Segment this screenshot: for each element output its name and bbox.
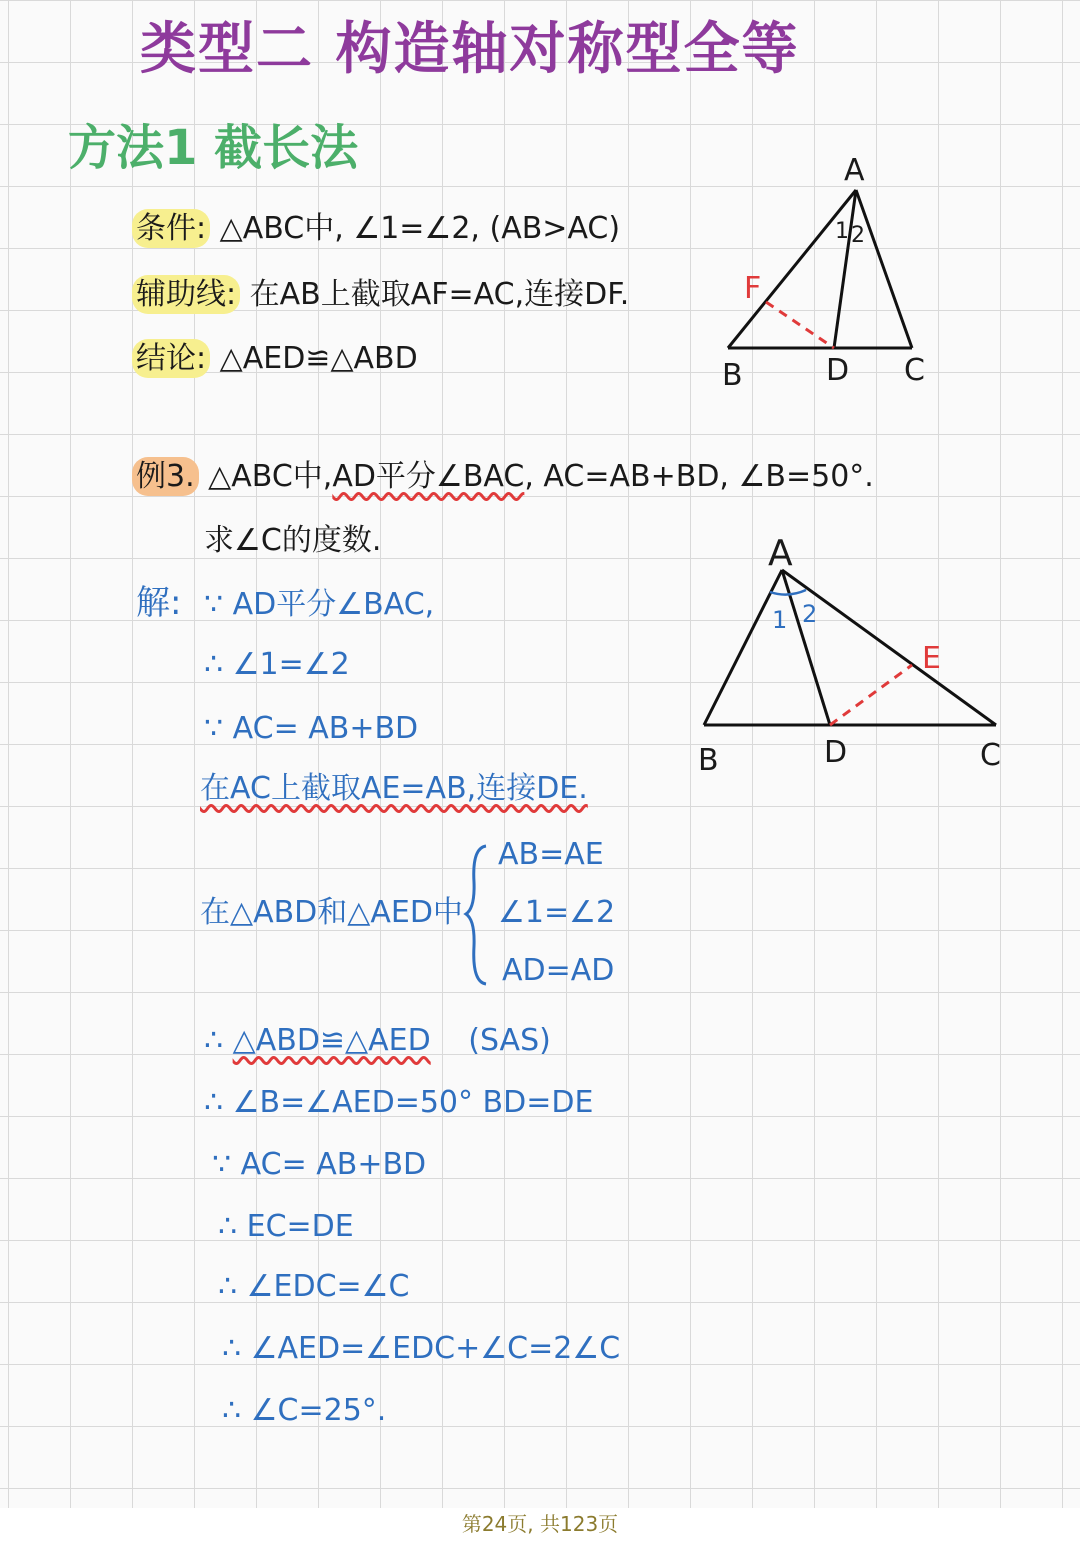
solution-line-4: 在AC上截取AE=AB,连接DE.	[200, 771, 588, 806]
system-eq-2: ∠1=∠2	[498, 895, 616, 930]
example-text-2: , AC=AB+BD, ∠B=50°.	[524, 459, 874, 494]
label-c: C	[904, 353, 925, 388]
aux-text: 在AB上截取AF=AC,连接DF.	[249, 277, 630, 312]
solution-line-2: ∴ ∠1=∠2	[204, 647, 350, 682]
dashed-de	[830, 665, 912, 725]
page-title: 类型二 构造轴对称型全等	[140, 17, 800, 82]
dashed-fd	[766, 302, 834, 348]
congruence-reason: (SAS)	[468, 1023, 551, 1058]
solution-line-3: ∵ AC= AB+BD	[204, 711, 419, 746]
conclusion-line	[132, 341, 418, 376]
triangle-diagram-1	[700, 140, 960, 400]
step-1: ∴ ∠B=∠AED=50° BD=DE	[204, 1085, 594, 1120]
label-d: D	[824, 735, 848, 770]
system-intro: 在△ABD和△AED中	[200, 895, 463, 930]
condition-text: △ABC中, ∠1=∠2, (AB>AC)	[219, 211, 621, 246]
system-eq-1: AB=AE	[498, 837, 604, 872]
solution-line-1: ∵ AD平分∠BAC,	[204, 587, 435, 622]
system-eq-3: AD=AD	[502, 953, 615, 988]
step-5: ∴ ∠AED=∠EDC+∠C=2∠C	[222, 1331, 621, 1366]
label-a: A	[768, 533, 793, 574]
step-4: ∴ ∠EDC=∠C	[218, 1269, 410, 1304]
condition-line	[132, 211, 621, 246]
side-ac	[782, 570, 996, 725]
system-brace	[462, 842, 492, 988]
label-c: C	[980, 738, 1001, 773]
label-b: B	[698, 743, 719, 778]
example-text-1: △ABC中,	[208, 459, 333, 494]
page-number: 第24页, 共123页	[461, 1512, 619, 1536]
angle-1-label: 1	[835, 219, 849, 244]
triangle-diagram-2	[690, 520, 1020, 780]
method-heading: 方法1 截长法	[68, 120, 359, 176]
angle-2-label: 2	[851, 223, 865, 248]
congruence-prefix: ∴	[204, 1023, 224, 1058]
label-a: A	[844, 153, 865, 188]
auxiliary-line	[132, 277, 630, 312]
congruence-line	[204, 1023, 551, 1058]
side-ac	[856, 190, 912, 348]
example-label: 例3.	[132, 457, 199, 496]
angle-1-label: 1	[772, 606, 788, 634]
solution-label: 解:	[136, 583, 182, 623]
condition-label: 条件:	[132, 209, 210, 248]
conclusion-label: 结论:	[132, 339, 210, 378]
example-text-wavy: AD平分∠BAC	[332, 459, 525, 494]
example-question: 求∠C的度数.	[204, 523, 382, 558]
example-statement	[132, 459, 874, 494]
angle-2-label: 2	[802, 600, 818, 628]
label-d: D	[826, 353, 850, 388]
conclusion-text: △AED≌△ABD	[219, 341, 418, 376]
aux-label: 辅助线:	[132, 275, 240, 314]
step-3: ∴ EC=DE	[218, 1209, 354, 1244]
step-6: ∴ ∠C=25°.	[222, 1393, 387, 1428]
label-b: B	[722, 358, 743, 393]
label-f: F	[744, 271, 762, 306]
step-2: ∵ AC= AB+BD	[212, 1147, 427, 1182]
label-e: E	[922, 641, 941, 676]
congruence-statement: △ABD≌△AED	[232, 1023, 431, 1058]
